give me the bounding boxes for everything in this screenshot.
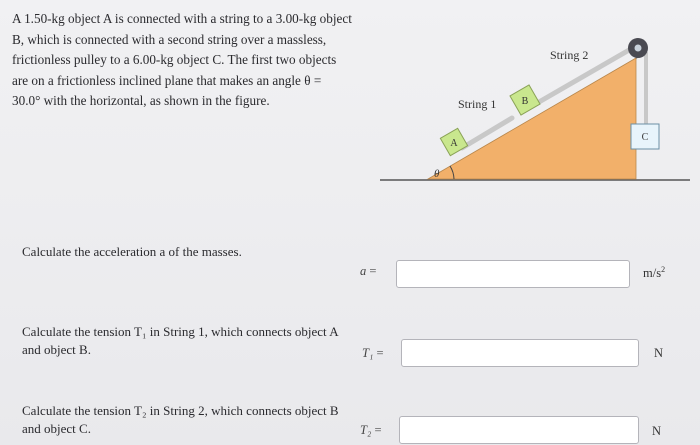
pulley-hub — [635, 45, 642, 52]
incline-figure — [378, 30, 690, 185]
tension1-variable: T₁ — [362, 346, 374, 360]
tension1-equals: = — [373, 346, 384, 360]
tension2-variable: T₂ — [360, 423, 372, 437]
angle-label: θ — [434, 168, 440, 180]
acceleration-unit — [643, 265, 665, 281]
incline-diagram — [378, 30, 690, 185]
tension1-unit-text: N — [654, 346, 664, 360]
tension2-equals: = — [371, 423, 382, 437]
tension2-unit — [652, 424, 661, 439]
tension2-input[interactable] — [399, 416, 639, 444]
incline-plane — [428, 58, 636, 179]
block-a-label: A — [450, 138, 458, 149]
question-acceleration-prompt: Calculate the acceleration a of the masses. — [22, 244, 242, 259]
question-tension2-prompt: Calculate the tension T₂ in String 2, which connects object B and object C. — [22, 403, 339, 436]
question-tension1-prompt: Calculate the tension T₁ in String 1, which connects object A and object B. — [22, 324, 338, 357]
block-b-label: B — [521, 96, 529, 107]
acceleration-unit-exponent: 2 — [661, 265, 666, 274]
acceleration-equals: = — [366, 264, 377, 278]
block-c-label: C — [641, 132, 649, 143]
acceleration-variable: a — [360, 264, 367, 278]
acceleration-input[interactable] — [396, 260, 630, 288]
acceleration-variable-label — [360, 264, 376, 279]
tension2-unit-text: N — [652, 424, 662, 438]
tension2-variable-label — [360, 423, 382, 438]
tension1-input[interactable] — [401, 339, 639, 367]
string-1-label: String 1 — [458, 97, 497, 111]
problem-statement: A 1.50-kg object A is connected with a string to a 3.00-kg object B, which is connected with a second string over a massless, frictionless pulley to a 6.00-kg object C. The first two objects are on a frictionless inclined plane that makes an angle θ = 30.0° with the horizontal, as shown in the figure. — [12, 11, 352, 108]
tension1-variable-label — [362, 346, 384, 361]
string-2-label: String 2 — [550, 48, 589, 62]
acceleration-unit-text: m/s — [643, 266, 662, 281]
tension1-unit — [654, 346, 663, 361]
